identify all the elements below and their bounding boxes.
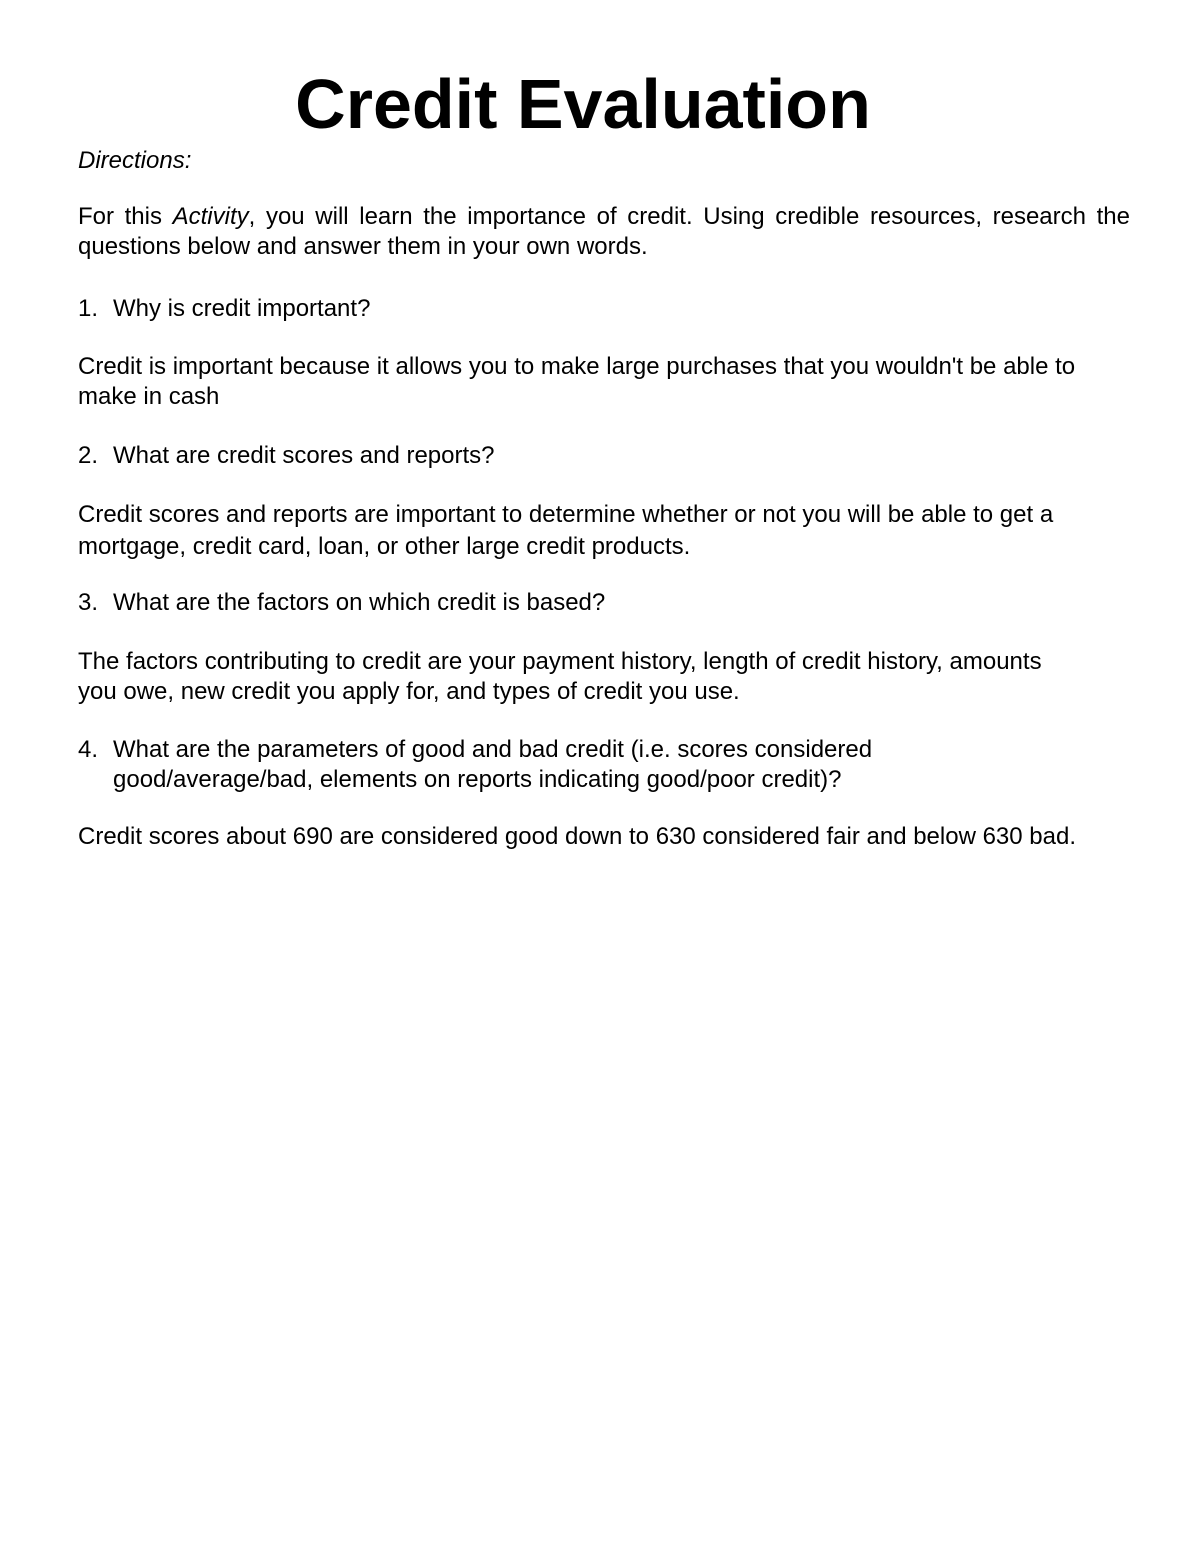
question-4 [78,735,998,795]
question-number: 4. [78,736,99,763]
question-text: Why is credit important? [113,295,371,322]
question-number: 2. [78,442,99,469]
intro-text-after: , you will learn the importance of credit. Using credible resources, research the questions below and answer them in your own words. [78,203,1130,260]
answer-3: The factors contributing to credit are your payment history, length of credit history, amounts you owe, new credit you apply for, and types of credit you use. [78,648,1042,705]
answer-2: Credit scores and reports are important to determine whether or not you will be able to get a mortgage, credit card, loan, or other large credit products. [78,501,1054,560]
question-number: 3. [78,589,99,616]
question-3 [78,588,1078,618]
intro-text-italic: Activity [172,203,249,230]
intro-text-before: For this [78,203,173,230]
question-2 [78,441,1078,471]
answer-1: Credit is important because it allows you to make large purchases that you wouldn't be able to make in cash [78,353,1076,410]
intro-paragraph [78,202,1130,262]
question-1 [78,294,1078,324]
question-number: 1. [78,295,99,322]
directions-label: Directions: [78,147,192,174]
question-text: What are credit scores and reports? [113,442,495,469]
question-text: What are the parameters of good and bad credit (i.e. scores considered good/average/bad, elements on reports indicating good/poor credit)? [113,736,873,793]
question-text: What are the factors on which credit is based? [113,589,606,616]
answer-4: Credit scores about 690 are considered good down to 630 considered fair and below 630 bad. [78,823,1077,850]
page-title: Credit Evaluation [295,65,871,143]
